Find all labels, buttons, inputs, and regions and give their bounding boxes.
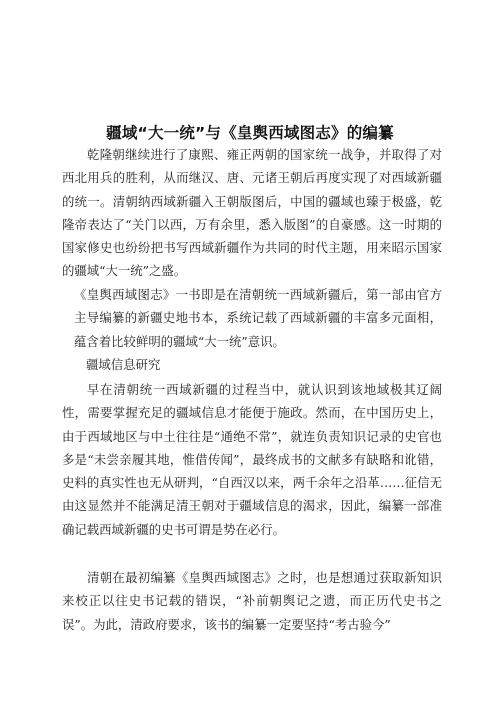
paragraph-1: 乾隆朝继续进行了康熙、雍正两朝的国家统一战争，并取得了对西北用兵的胜利，从而继汉、唐、元诸王朝后再度实现了对西域新疆的统一。清朝纳西域新疆入王朝版图后，中国的疆域也臻于极盛，乾隆帝表达了“关门以西，万有余里，悉入版图”的自豪感。这一时期的国家修史也纷纷把书写西域新疆作为共同的时代主题，用来昭示国家的疆域“大一统”之盛。: [62, 147, 442, 279]
section-heading: 疆域信息研究: [86, 357, 161, 372]
paragraph-2: 《皇舆西域图志》一书即是在清朝统一西域新疆后，第一部由官方主导编纂的新疆史地书本，系统记载了西域新疆的丰富多元面相，蕴含着比较鲜明的疆域“大一统”意识。: [74, 287, 442, 349]
paragraph-4: 清朝在最初编纂《皇舆西域图志》之时，也是想通过获取新知识来校正以往史书记载的错误，“补前朝舆记之遗，而正历代史书之误”。为此，清政府要求，该书的编纂一定要坚持“考古验今”: [62, 570, 442, 632]
document-title: 疆域“大一统”与《皇舆西域图志》的编纂: [106, 124, 394, 142]
paragraph-3: 早在清朝统一西域新疆的过程当中，就认识到该地域极其辽阔性，需要掌握充足的疆域信息才能便于施政。然而，在中国历史上，由于西域地区与中土往往是“通绝不常”，就连负责知识记录的史官也多是“未尝亲履其地，惟借传闻”，最终成书的文献多有缺略和讹错，史料的真实性也无从研判，“自西汉以来，两千余年之沿革……征信无由这显然并不能满足清王朝对于疆域信息的渴求，因此，编纂一部准确记载西域新疆的史书可谓是势在必行。: [62, 382, 442, 537]
